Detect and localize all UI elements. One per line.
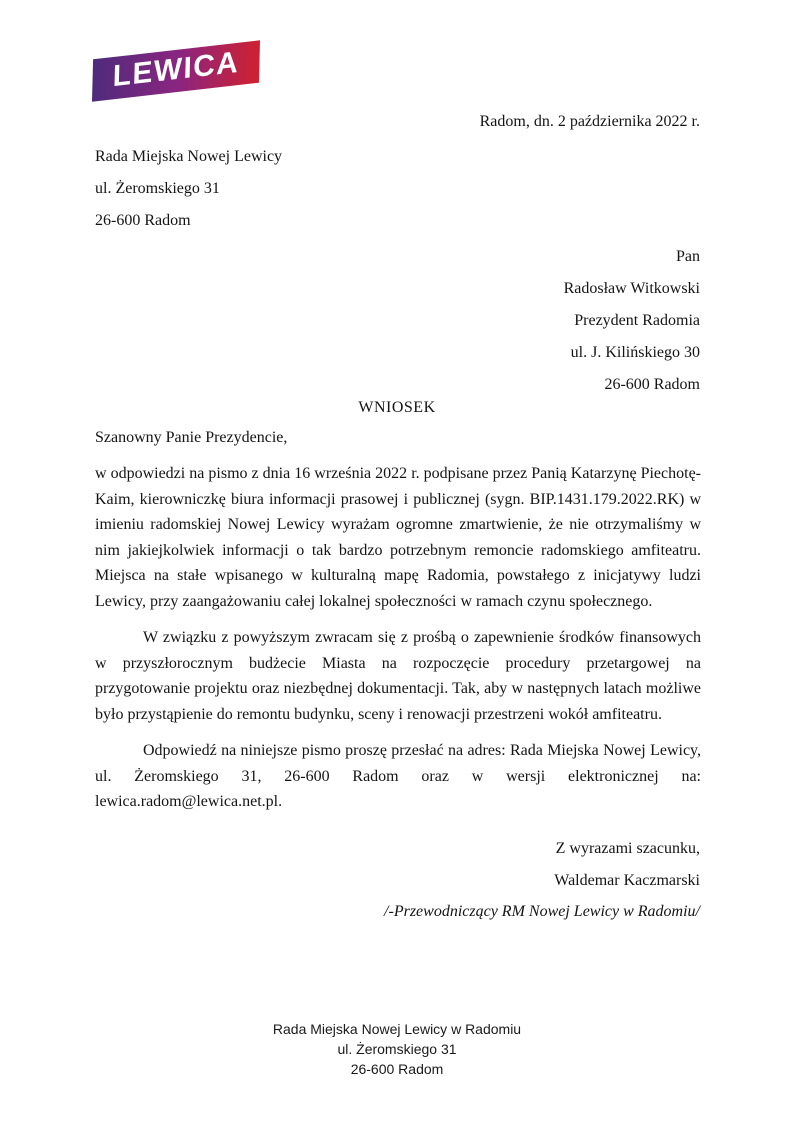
body-paragraph: w odpowiedzi na pismo z dnia 16 września 2022 r. podpisane przez Panią Katarzynę Piechotę-Kaim, kierowniczkę biura informacji prasowej i publicznej (sygn. BIP.1431.179.2022.RK) w imieniu radomskiej Nowej Lewicy wyrażam ogromne zmartwienie, że nie otrzymaliśmy w nim jakiejkolwiek informacji o tak bardzo potrzebnym remoncie radomskiego amfiteatru. Miejsca na stałe wpisanego w kulturalną mapę Radomia, powstałego z inicjatywy ludzi Lewicy, przy zaangażowaniu całej lokalnej społeczności w ramach czynu społecznego. [95, 465, 701, 610]
recipient-city: 26-600 Radom [604, 376, 700, 393]
lewica-logo-text: LEWICA [112, 45, 240, 94]
footer-block [0, 1019, 794, 1079]
body-paragraph: Odpowiedź na niniejsze pismo proszę przesłać na adres: Rada Miejska Nowej Lewicy, ul. Żeromskiego 31, 26-600 Radom oraz w wersji elektronicznej na: lewica.radom@lewica.net.pl. [95, 742, 701, 810]
footer-org: Rada Miejska Nowej Lewicy w Radomiu [272, 1021, 522, 1037]
recipient-title: Prezydent Radomia [574, 312, 700, 329]
letter-title: WNIOSEK [358, 399, 436, 416]
recipient-block [95, 241, 700, 401]
recipient-street: ul. J. Kilińskiego 30 [570, 344, 700, 361]
footer-street: ul. Żeromskiego 31 [337, 1041, 457, 1057]
body-paragraph: W związku z powyższym zwracam się z prośbą o zapewnienie środków finansowych w przyszłorocznym budżecie Miasta na rozpoczęcie procedury przetargowej na przygotowanie projektu oraz niezbędnej dokumentacji. Tak, aby w następnych latach możliwe było przystąpienie do remontu budynku, sceny i renowacji przestrzeni wokół amfiteatru. [95, 629, 701, 723]
sender-street: ul. Żeromskiego 31 [95, 180, 220, 197]
recipient-name: Radosław Witkowski [563, 280, 700, 297]
signature-name: Waldemar Kaczmarski [554, 871, 700, 889]
footer-city: 26-600 Radom [350, 1061, 444, 1077]
date-line: Radom, dn. 2 października 2022 r. [479, 113, 700, 130]
sender-block [95, 141, 282, 237]
sender-name: Rada Miejska Nowej Lewicy [95, 148, 283, 165]
closing-phrase: Z wyrazami szacunku, [555, 840, 700, 857]
letter-body [95, 461, 701, 826]
lewica-logo [92, 40, 260, 101]
salutation-line: Szanowny Panie Prezydencie, [95, 429, 288, 446]
signature-role: /-Przewodniczący RM Nowej Lewicy w Radomiu/ [384, 903, 700, 920]
sender-city: 26-600 Radom [95, 212, 191, 229]
closing-block [95, 833, 700, 928]
recipient-salutation: Pan [676, 248, 700, 265]
